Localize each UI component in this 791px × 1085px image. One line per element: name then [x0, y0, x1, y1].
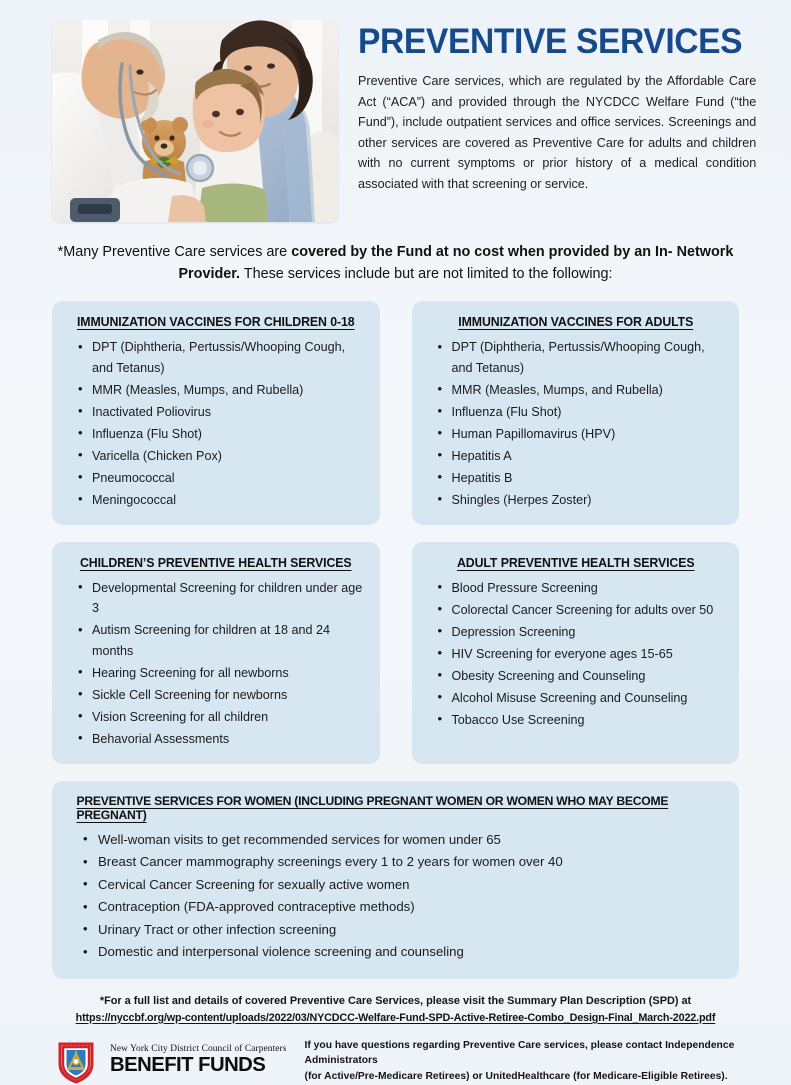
list-item: • Domestic and interpersonal violence screening and counseling [98, 941, 723, 963]
list-item: • Influenza (Flu Shot) [92, 424, 366, 445]
footnote-text: *For a full list and details of covered Preventive Care Services, please visit the Summary Plan Description (SPD) at [99, 994, 692, 1007]
list-item: • Obesity Screening and Counseling [452, 666, 726, 687]
footer-contact-line-2: (for Active/Pre-Medicare Retirees) or UnitedHealthcare (for Medicare-Eligible Retirees). [304, 1070, 728, 1082]
card-adult-vaccines [412, 301, 740, 525]
list-adult-services [426, 578, 726, 731]
list-item: • Developmental Screening for children under age 3 [92, 578, 366, 619]
list-adult-vaccines [426, 337, 726, 510]
list-item: • Hearing Screening for all newborns [92, 663, 366, 684]
logo-benefit-funds-line: BENEFIT FUNDS [110, 1053, 266, 1077]
list-item: • HIV Screening for everyone ages 15-65 [452, 644, 726, 665]
list-item: • Blood Pressure Screening [452, 578, 726, 599]
list-item: • Autism Screening for children at 18 and 24 months [92, 620, 366, 661]
card-title-adult-services: ADULT PREVENTIVE HEALTH SERVICES [456, 555, 695, 570]
footer-contact-line-1: If you have questions regarding Preventive Care services, please contact Independence Administrators [304, 1039, 735, 1067]
spd-link[interactable]: https://nyccbf.org/wp-content/uploads/2022/03/NYCDCC-Welfare-Fund-SPD-Active-Retiree-Combo_Design-Final_March-2022.pdf [75, 1011, 716, 1024]
list-item: • Influenza (Flu Shot) [452, 402, 726, 423]
women-services-section [52, 781, 739, 979]
card-women-services [52, 781, 739, 979]
hero-text-block [354, 20, 758, 194]
list-item: • Meningococcal [92, 490, 366, 511]
list-item: • Cervical Cancer Screening for sexually active women [98, 874, 723, 896]
footer-bar [52, 1037, 739, 1085]
list-item: • Hepatitis B [452, 468, 726, 489]
subhead-bold: covered by the Fund at no cost when provided by an In- Network Provider. [178, 244, 734, 282]
card-title-children-vaccines: IMMUNIZATION VACCINES FOR CHILDREN 0-18 [76, 315, 355, 329]
list-item: • Urinary Tract or other infection screening [98, 919, 723, 941]
list-item: • Vision Screening for all children [92, 707, 366, 728]
list-item: • Colorectal Cancer Screening for adults over 50 [452, 600, 726, 621]
list-item: • DPT (Diphtheria, Pertussis/Whooping Cough, and Tetanus) [92, 337, 366, 378]
list-item: • DPT (Diphtheria, Pertussis/Whooping Cough, and Tetanus) [452, 337, 726, 378]
footnote-block [40, 993, 751, 1027]
subhead-tail: These services include but are not limited to the following: [240, 266, 613, 282]
intro-paragraph: Preventive Care services, which are regulated by the Affordable Care Act (“ACA”) and provided through the NYCDCC Welfare Fund (“the Fund”), include outpatient services and office services. Screenings and other services are covered as Preventive Care for adults and children with no current symptoms or prior history of a medical condition associated with that screening or service. [358, 74, 757, 191]
card-children-services [52, 542, 380, 764]
list-item: • Inactivated Poliovirus [92, 402, 366, 423]
card-adult-services [412, 542, 740, 764]
list-item: • Varicella (Chicken Pox) [92, 446, 366, 467]
list-children-vaccines [66, 337, 366, 510]
subhead-lead: *Many Preventive Care services are [57, 244, 292, 260]
services-card-grid [52, 301, 739, 764]
card-children-vaccines [52, 301, 380, 525]
list-item: • Behavorial Assessments [92, 729, 366, 750]
hero-section [0, 0, 791, 222]
benefit-funds-wordmark [110, 1045, 295, 1076]
list-item: • Tobacco Use Screening [452, 710, 726, 731]
list-women-services [68, 829, 723, 963]
list-item: • Breast Cancer mammography screenings every 1 to 2 years for women over 40 [98, 851, 723, 873]
footer-contact-text [305, 1037, 739, 1085]
card-title-children-services: CHILDREN’S PREVENTIVE HEALTH SERVICES [79, 555, 352, 570]
logo-council-line: New York City District Council of Carpenters [110, 1044, 287, 1055]
hero-photo [52, 20, 338, 222]
list-item: • Contraception (FDA-approved contraceptive methods) [98, 896, 723, 918]
page-title: PREVENTIVE SERVICES [358, 22, 743, 61]
card-title-adult-vaccines: IMMUNIZATION VACCINES FOR ADULTS [457, 315, 693, 329]
list-item: • Sickle Cell Screening for newborns [92, 685, 366, 706]
list-item: • Pneumococcal [92, 468, 366, 489]
list-item: • Alcohol Misuse Screening and Counseling [452, 688, 726, 709]
list-item: • Well-woman visits to get recommended services for women under 65 [98, 829, 723, 851]
list-item: • Hepatitis A [452, 446, 726, 467]
list-item: • MMR (Measles, Mumps, and Rubella) [452, 380, 726, 401]
list-children-services [66, 578, 366, 750]
benefit-funds-logo-icon [52, 1037, 100, 1085]
list-item: • MMR (Measles, Mumps, and Rubella) [92, 380, 366, 401]
list-item: • Shingles (Herpes Zoster) [452, 490, 726, 511]
list-item: • Depression Screening [452, 622, 726, 643]
card-title-women-services: PREVENTIVE SERVICES FOR WOMEN (INCLUDING PREGNANT WOMEN OR WOMEN WHO MAY BECOME PREGNANT) [76, 793, 669, 822]
list-item: • Human Papillomavirus (HPV) [452, 424, 726, 445]
subhead-banner [56, 241, 735, 285]
